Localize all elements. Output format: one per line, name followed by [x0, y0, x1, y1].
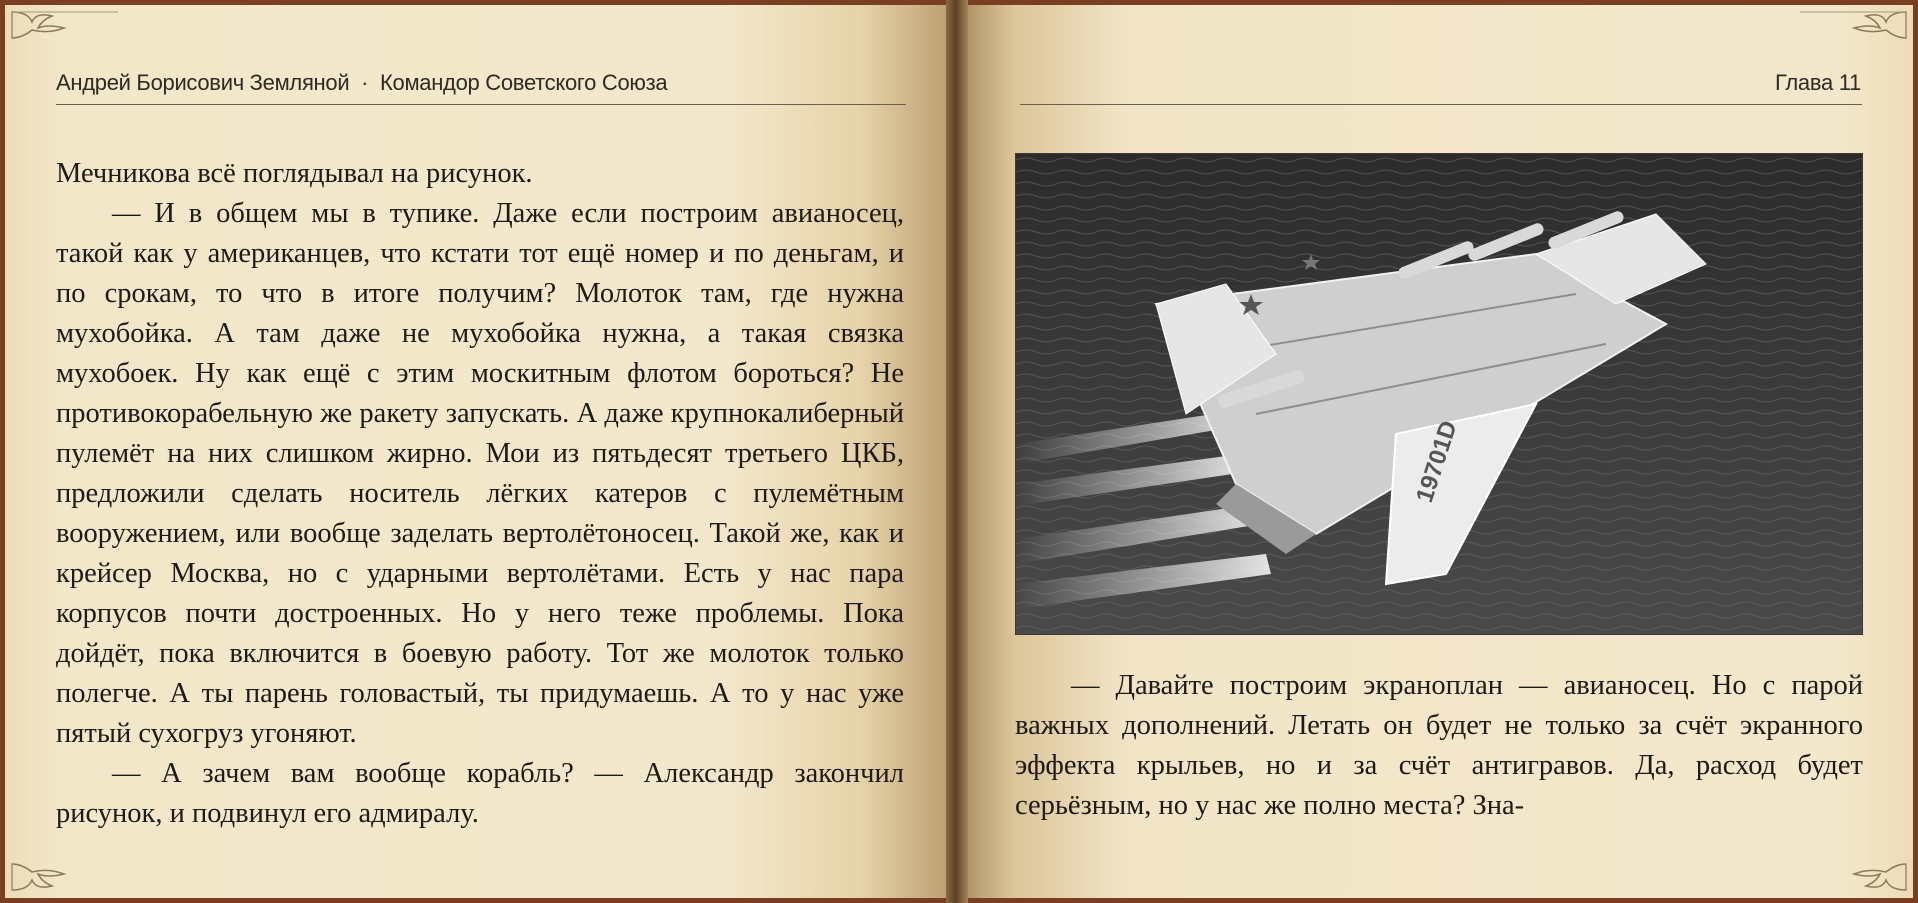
header-separator: ·	[361, 70, 369, 95]
ekranoplan-illustration	[1015, 153, 1863, 635]
book-spine	[946, 0, 968, 903]
author-name: Андрей Борисович Земляной	[56, 70, 350, 95]
right-page-text	[1015, 666, 1863, 826]
paragraph: — А зачем вам вообще корабль? — Александр закончил рисунок, и подвинул его адмиралу.	[56, 758, 904, 829]
paragraph: — И в общем мы в тупике. Даже если построим авианосец, такой как у американцев, что кстати тот ещё номер и по деньгам, и по срокам, то что в итоге получим? Молоток там, где нужна мухобойка. А там даже не мухобойка нужна, а такая связка мухобоек. Ну как ещё с этим москитным флотом бороться? Не противокорабельную же ракету запускать. А даже крупнокалиберный пулемёт на них слишком жирно. Мои из пятьдесят третьего ЦКБ, предложили сделать носитель лёгких катеров с пулемётным вооружением, или вообще заделать вертолётоносец. Такой же, как и крейсер Москва, но с ударными вертолётами. Есть у нас пара корпусов почти достроенных. Но у него теже проблемы. Пока дойдёт, пока включится в боевую работу. Тот же молоток только полегче. А ты парень головастый, ты придумаешь. А то у нас уже пятый сухогруз угоняют.	[56, 198, 904, 749]
book-title: Командор Советского Союза	[380, 70, 668, 95]
header-rule-left	[56, 104, 906, 105]
corner-ornament-icon	[8, 8, 128, 42]
corner-ornament-icon	[8, 860, 128, 894]
corner-ornament-icon	[1790, 8, 1910, 42]
hull-number: 19701D	[1411, 417, 1463, 506]
left-page-text	[56, 154, 904, 834]
paragraph: — Давайте построим экраноплан — авианосец. Но с парой важных дополнений. Летать он будет не только за счёт экранного эффекта крыльев, но и за счёт антигравов. Да, расход будет серьёзным, но у нас же полно места? Зна-	[1015, 670, 1863, 821]
paragraph: Мечникова всё поглядывал на рисунок.	[56, 158, 533, 189]
chapter-label: Глава 11	[1775, 70, 1861, 95]
corner-ornament-icon	[1790, 860, 1910, 894]
running-header-left	[56, 70, 667, 96]
header-rule-right	[1020, 104, 1862, 105]
